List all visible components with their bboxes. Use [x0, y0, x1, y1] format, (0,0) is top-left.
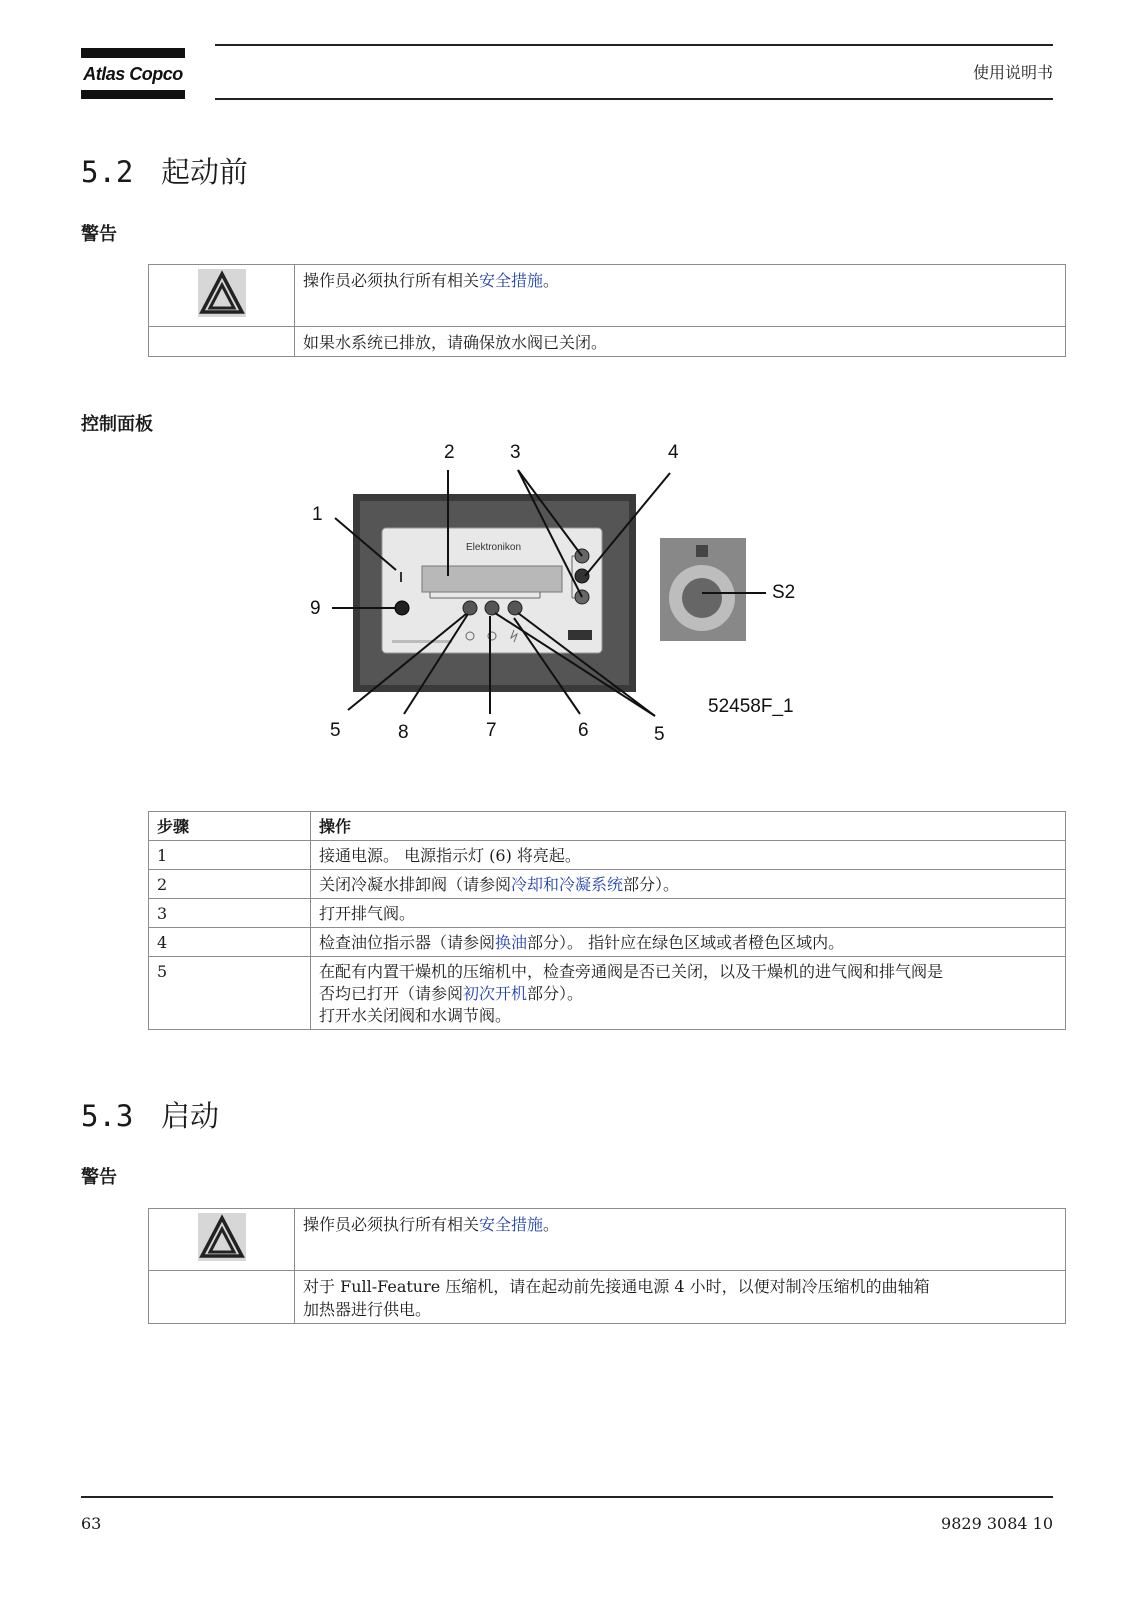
- callout-3: 3: [510, 442, 521, 463]
- callout-s2: S2: [772, 582, 796, 603]
- callout-1: 1: [312, 504, 323, 525]
- logo-bar-bottom: [81, 90, 185, 99]
- control-panel-heading: 控制面板: [81, 414, 153, 435]
- warning-table: [148, 264, 1066, 357]
- section-title: 启动: [161, 1099, 220, 1133]
- control-panel-figure: [300, 442, 820, 768]
- column-header-step: 步骤: [149, 812, 311, 841]
- step-number: 2: [149, 870, 311, 899]
- figure-code: 52458F_1: [708, 696, 794, 717]
- callout-4: 4: [668, 442, 679, 463]
- warning-icon-cell: [149, 265, 295, 327]
- section-title: 起动前: [161, 155, 249, 189]
- warning-text: 操作员必须执行所有相关安全措施。: [295, 1209, 1066, 1271]
- warning-icon-cell: [149, 1209, 295, 1271]
- oil-change-link[interactable]: 换油: [495, 933, 528, 952]
- safety-precautions-link[interactable]: 安全措施: [479, 1215, 544, 1234]
- warning-triangle-icon: [198, 269, 246, 317]
- step-number: 3: [149, 899, 311, 928]
- section-heading-5-3: [81, 1094, 219, 1135]
- control-panel-drawing: [300, 448, 820, 768]
- callout-8: 8: [398, 722, 409, 743]
- warning-text: 对于 Full-Feature 压缩机，请在起动前先接通电源 4 小时，以便对制冷压缩机的曲轴箱 加热器进行供电。: [295, 1271, 1066, 1324]
- step-action: 关闭冷凝水排卸阀（请参阅冷却和冷凝系统部分）。: [311, 870, 1066, 899]
- step-action: 打开排气阀。: [311, 899, 1066, 928]
- table-row: [149, 957, 1066, 1030]
- warning-table: [148, 1208, 1066, 1324]
- warning-heading: 警告: [81, 1167, 117, 1188]
- warning-text: 操作员必须执行所有相关安全措施。: [295, 265, 1066, 327]
- document-title: 使用说明书: [972, 63, 1053, 82]
- step-action: 检查油位指示器（请参阅换油部分）。 指针应在绿色区域或者橙色区域内。: [311, 928, 1066, 957]
- document-number: 9829 3084 10: [941, 1514, 1053, 1533]
- display-brand-label: Elektronikon: [466, 542, 522, 553]
- steps-table: [148, 811, 1066, 1030]
- step-action: 接通电源。 电源指示灯 (6) 将亮起。: [311, 841, 1066, 870]
- table-row: [149, 870, 1066, 899]
- callout-2: 2: [444, 442, 455, 463]
- section-number: 5.3: [81, 1099, 134, 1133]
- footer-rule: [81, 1496, 1053, 1498]
- step-action: 在配有内置干燥机的压缩机中，检查旁通阀是否已关闭，以及干燥机的进气阀和排气阀是 否均已打开（请参阅初次开机部分）。 打开水关闭阀和水调节阀。: [311, 957, 1066, 1030]
- section-number: 5.2: [81, 155, 134, 189]
- page-number: 63: [81, 1514, 102, 1533]
- header-rule-bottom: [215, 98, 1053, 100]
- logo-wordmark: Atlas Copco: [83, 64, 183, 84]
- safety-precautions-link[interactable]: 安全措施: [479, 271, 544, 290]
- callout-7: 7: [486, 720, 497, 741]
- table-row: [149, 928, 1066, 957]
- warning-text: 如果水系统已排放，请确保放水阀已关闭。: [295, 327, 1066, 357]
- callout-5-right: 5: [654, 724, 665, 745]
- header-rule-top: [215, 44, 1053, 46]
- callout-9: 9: [310, 598, 321, 619]
- warning-heading: 警告: [81, 224, 117, 245]
- table-row: [149, 899, 1066, 928]
- table-row: [149, 841, 1066, 870]
- column-header-action: 操作: [311, 812, 1066, 841]
- warning-triangle-icon: [198, 1213, 246, 1261]
- cooling-condensate-link[interactable]: 冷却和冷凝系统: [511, 875, 624, 894]
- logo-bar-top: [81, 48, 185, 58]
- empty-cell: [149, 327, 295, 357]
- callout-5-left: 5: [330, 720, 341, 741]
- initial-start-link[interactable]: 初次开机: [463, 984, 528, 1003]
- atlas-copco-logo: [81, 48, 185, 100]
- section-heading-5-2: [81, 150, 248, 191]
- step-number: 5: [149, 957, 311, 1030]
- empty-cell: [149, 1271, 295, 1324]
- callout-6: 6: [578, 720, 589, 741]
- step-number: 4: [149, 928, 311, 957]
- step-number: 1: [149, 841, 311, 870]
